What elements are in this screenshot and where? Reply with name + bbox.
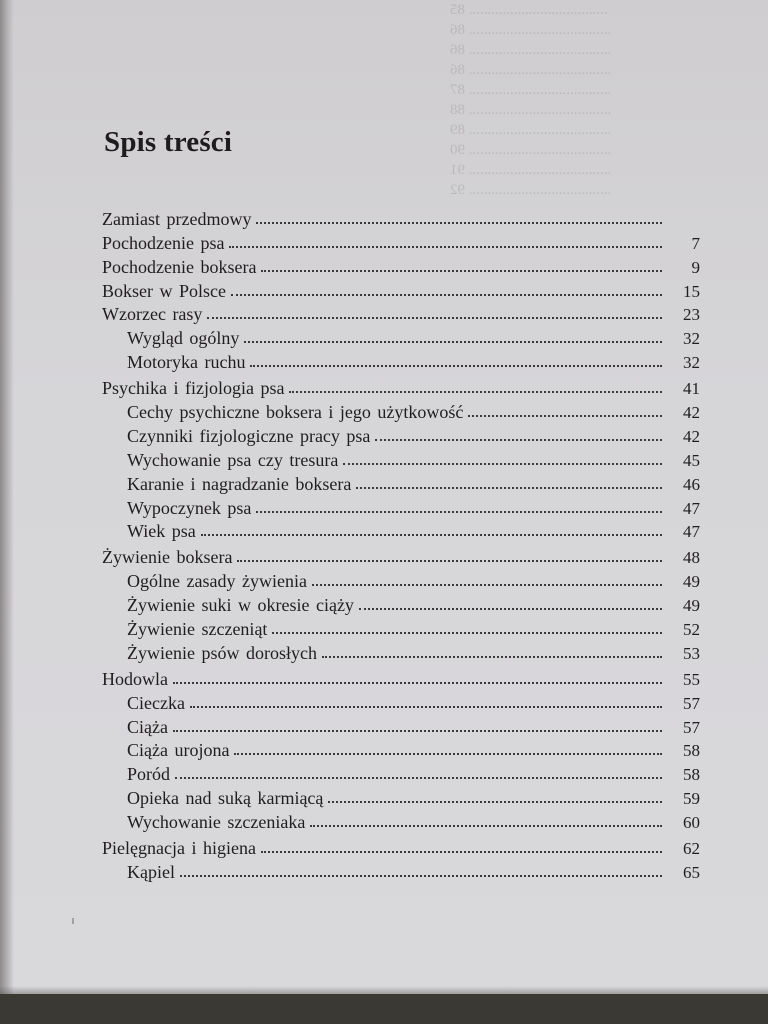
toc-entry-page: 47 (683, 522, 700, 542)
toc-entry-title: Kąpiel (127, 861, 175, 882)
toc-entry-page: 42 (683, 426, 700, 446)
toc-entry-page: 49 (683, 572, 700, 592)
dot-leader (201, 534, 662, 536)
toc-entry-page: 58 (683, 741, 700, 761)
toc-entry (102, 302, 700, 326)
dot-leader (250, 365, 662, 367)
toc-entry-title: Opieka nad suką karmiącą (127, 788, 324, 809)
dot-leader (180, 875, 662, 877)
dot-leader (173, 730, 662, 732)
toc-subentry (102, 859, 700, 883)
toc-entry-title: Wychowanie szczeniaka (127, 812, 306, 833)
dot-leader (272, 632, 662, 634)
toc-subentry (102, 738, 700, 762)
toc-entry-page: 62 (683, 839, 700, 859)
dot-leader (322, 656, 662, 658)
toc-subentry (102, 616, 700, 640)
toc-entry-title: Ciąża (127, 716, 168, 737)
toc-entry-page: 53 (683, 643, 700, 663)
toc-entry-title: Żywienie boksera (102, 547, 233, 568)
toc-entry-title: Wygląd ogólny (127, 328, 240, 349)
toc-entry-title: Żywienie szczeniąt (127, 619, 268, 640)
table-of-contents (102, 206, 700, 883)
paper-mark (72, 918, 74, 924)
toc-entry-title: Zamiast przedmowy (102, 208, 252, 229)
toc-entry-title: Bokser w Polsce (102, 280, 226, 301)
toc-entry (102, 230, 700, 254)
toc-entry-title: Cechy psychiczne boksera i jego użytkowość (127, 402, 464, 423)
dot-leader (234, 753, 662, 755)
toc-entry-page: 60 (683, 813, 700, 833)
dot-leader (175, 777, 662, 779)
toc-entry-title: Wzorzec rasy (102, 304, 203, 325)
dot-leader (328, 801, 662, 803)
toc-entry-page: 7 (691, 233, 700, 253)
toc-entry-page: 23 (683, 305, 700, 325)
toc-subentry (102, 785, 700, 809)
toc-subentry (102, 349, 700, 373)
toc-entry-title: Karanie i nagradzanie boksera (127, 473, 352, 494)
toc-entry-title: Wypoczynek psa (127, 497, 252, 518)
toc-entry-title: Motoryka ruchu (127, 352, 246, 373)
toc-subentry (102, 325, 700, 349)
toc-entry-page: 58 (683, 765, 700, 785)
toc-subentry (102, 761, 700, 785)
dot-leader (244, 341, 662, 343)
toc-subentry (102, 447, 700, 471)
toc-entry-title: Czynniki fizjologiczne pracy psa (127, 425, 371, 446)
toc-subentry (102, 423, 700, 447)
dot-leader (310, 825, 662, 827)
toc-subentry (102, 495, 700, 519)
dot-leader (173, 682, 662, 684)
toc-entry-page: 59 (683, 789, 700, 809)
toc-entry-page: 49 (683, 596, 700, 616)
toc-entry-page: 9 (691, 257, 700, 277)
toc-entry-title: Pochodzenie psa (102, 232, 225, 253)
toc-entry-title: Poród (127, 764, 171, 785)
toc-entry-page: 55 (683, 669, 700, 689)
toc-entry-title: Wiek psa (127, 521, 196, 542)
toc-entry-title: Żywienie psów dorosłych (127, 642, 317, 663)
toc-entry-page: 45 (683, 450, 700, 470)
toc-entry-title: Żywienie suki w okresie ciąży (127, 595, 354, 616)
toc-entry (102, 206, 700, 230)
toc-entry-page: 41 (683, 379, 700, 399)
toc-entry (102, 254, 700, 278)
dot-leader (261, 270, 662, 272)
dot-leader (256, 511, 662, 513)
toc-entry-page: 47 (683, 498, 700, 518)
toc-entry (102, 666, 700, 690)
dot-leader (190, 706, 662, 708)
toc-entry-title: Ciąża urojona (127, 740, 230, 761)
toc-subentry (102, 690, 700, 714)
dot-leader (312, 584, 662, 586)
toc-entry-page: 46 (683, 474, 700, 494)
dot-leader (356, 487, 662, 489)
dot-leader (256, 222, 662, 224)
toc-entry-page: 52 (683, 620, 700, 640)
toc-entry (102, 544, 700, 568)
toc-entry-title: Pochodzenie boksera (102, 256, 257, 277)
toc-entry-page: 42 (683, 403, 700, 423)
toc-entry (102, 835, 700, 859)
dot-leader (229, 246, 662, 248)
toc-entry-title: Wychowanie psa czy tresura (127, 449, 339, 470)
toc-entry-page: 65 (683, 862, 700, 882)
toc-entry-title: Pielęgnacja i higiena (102, 838, 256, 859)
dot-leader (261, 851, 662, 853)
toc-subentry (102, 471, 700, 495)
toc-entry-page: 57 (683, 717, 700, 737)
toc-subentry (102, 399, 700, 423)
dot-leader (231, 294, 662, 296)
toc-entry-title: Ogólne zasady żywienia (127, 571, 307, 592)
toc-entry-title: Psychika i fizjologia psa (102, 378, 285, 399)
toc-subentry (102, 519, 700, 543)
toc-entry-page: 57 (683, 693, 700, 713)
toc-entry-page: 48 (683, 548, 700, 568)
toc-subentry (102, 592, 700, 616)
toc-subentry (102, 640, 700, 664)
page-bottom-shadow (0, 986, 768, 994)
toc-entry-title: Cieczka (127, 692, 185, 713)
toc-entry-page: 15 (683, 281, 700, 301)
dot-leader (207, 317, 662, 319)
toc-entry (102, 278, 700, 302)
toc-entry-title: Hodowla (102, 668, 168, 689)
toc-entry-page: 32 (683, 329, 700, 349)
toc-entry-page: 32 (683, 353, 700, 373)
dot-leader (237, 560, 662, 562)
show-through-text: ..................................... 85 ...................................... 86 ...................................... 86 ...................................... 86 ...................................... 87 ...................................... 88 ...................................... 89 ...................................... 90 ...................................... 91 ...................................... 92 (450, 2, 612, 198)
toc-subentry (102, 568, 700, 592)
dot-leader (468, 415, 662, 417)
dot-leader (359, 608, 662, 610)
toc-subentry (102, 714, 700, 738)
toc-subentry (102, 809, 700, 833)
dot-leader (375, 439, 662, 441)
page-title: Spis treści (104, 126, 233, 158)
page-spine-shadow (0, 0, 14, 994)
toc-entry (102, 375, 700, 399)
dot-leader (343, 463, 662, 465)
dot-leader (289, 391, 662, 393)
